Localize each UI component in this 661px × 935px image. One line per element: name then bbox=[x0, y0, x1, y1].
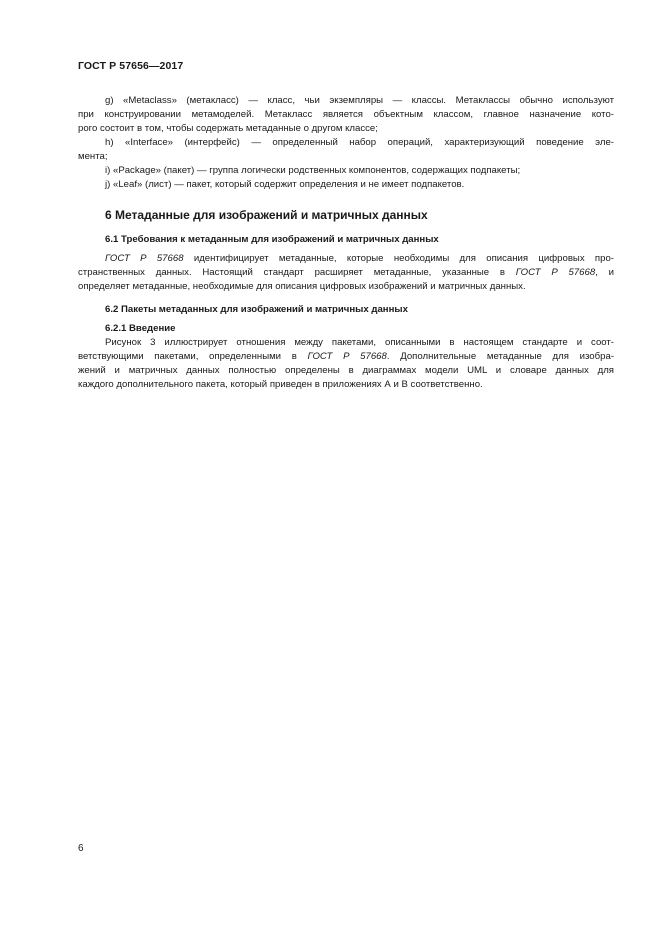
gost-reference: ГОСТ Р 57668 bbox=[515, 267, 596, 278]
definition-i-line-1: i) «Package» (пакет) — группа логически родственных компонентов, содержащих подпакеты; bbox=[105, 165, 521, 176]
definition-j-line-1: j) «Leaf» (лист) — пакет, который содержит определения и не имеет подпакетов. bbox=[105, 179, 465, 190]
document-header: ГОСТ Р 57656—2017 bbox=[78, 60, 184, 72]
definition-g-line-3: рого состоит в том, чтобы содержать метаданные о другом классе; bbox=[78, 123, 378, 134]
section-6-1-line-2-text-b: , и bbox=[595, 267, 614, 278]
gost-reference: ГОСТ Р 57668 bbox=[105, 253, 184, 264]
section-6-2-heading: 6.2 Пакеты метаданных для изображений и матричных данных bbox=[105, 304, 408, 315]
gost-reference: ГОСТ Р 57668 bbox=[307, 351, 387, 362]
document-body bbox=[78, 94, 614, 392]
definition-h-line-1: h) «Interface» (интерфейс) — определенный набор операций, характеризующий поведение эле- bbox=[105, 137, 614, 148]
section-6-1-line-1-text: идентифицирует метаданные, которые необходимы для описания цифровых про- bbox=[183, 253, 614, 264]
definition-h-line-2: мента; bbox=[78, 151, 108, 162]
section-6-heading: 6 Метаданные для изображений и матричных данных bbox=[105, 208, 428, 222]
section-6-1-heading: 6.1 Требования к метаданным для изображений и матричных данных bbox=[105, 234, 439, 245]
definition-g-line-1: g) «Metaclass» (метакласс) — класс, чьи экземпляры — классы. Метаклассы обычно используют bbox=[105, 95, 614, 106]
section-6-2-1-line-2-text-b: . Дополнительные метаданные для изобра- bbox=[386, 351, 614, 362]
section-6-1-line-3: определяет метаданные, необходимые для описания цифровых изображений и матричных данных. bbox=[78, 281, 526, 292]
section-6-2-1-line-3: жений и матричных данных полностью определены в диаграммах модели UML и словаре данных для bbox=[78, 365, 614, 376]
section-6-2-1-heading: 6.2.1 Введение bbox=[105, 323, 176, 334]
definition-g-line-2: при конструировании метамоделей. Метакласс является объектным классом, главное назначение кото- bbox=[78, 109, 614, 120]
section-6-2-1-line-4: каждого дополнительного пакета, который приведен в приложениях А и В соответственно. bbox=[78, 379, 483, 390]
section-6-1-line-2 bbox=[78, 266, 614, 280]
section-6-2-1-line-2-text-a: ветствующими пакетами, определенными в bbox=[78, 351, 308, 362]
section-6-2-1-line-2 bbox=[78, 350, 614, 364]
page-number: 6 bbox=[78, 843, 84, 854]
section-6-2-1-line-1: Рисунок 3 иллюстрирует отношения между пакетами, описанными в настоящем стандарте и соот- bbox=[105, 337, 614, 348]
section-6-1-line-2-text-a: странственных данных. Настоящий стандарт расширяет метаданные, указанные в bbox=[78, 267, 516, 278]
section-6-1-line-1 bbox=[78, 252, 614, 266]
